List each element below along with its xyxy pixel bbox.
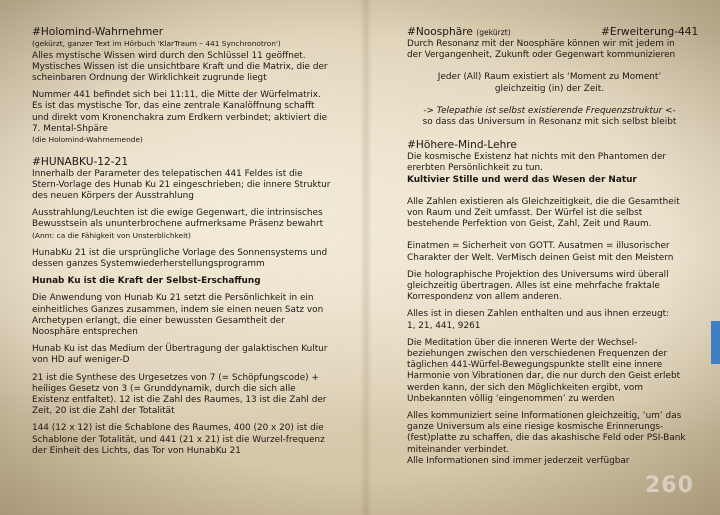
title-text: #Noosphäre: [407, 26, 473, 38]
paragraph: Alles mystische Wissen wird durch den Schlüssel 11 geöffnet. Mystisches Wissen ist die unsichtbare Kraft und die Matrix, die der scheinbaren Ordnung der Wirklichkeit zugrunde liegt: [32, 50, 328, 83]
right-column: [407, 26, 692, 467]
paragraph: Die holographische Projektion des Universums wird überall gleichzeitig übertragen. Alles ist eine mehrfache fraktale Korrespondenz von allem anderen.: [407, 269, 669, 303]
annotation: (Anm: ca die Fähigkeit von Unsterblichkeit): [32, 230, 191, 240]
section-title-hoehere-mind: #Höhere-Mind-Lehre: [407, 139, 517, 152]
section-title-hunabku: #HUNABKU-12-21: [32, 155, 129, 168]
quote-line-2: so dass das Universum in Resonanz mit sich selbst bleibt: [422, 117, 677, 128]
left-column: [32, 26, 332, 457]
paragraph: Die Anwendung von Hunab Ku 21 setzt die Persönlichkeit in ein einheitliches Ganzes zusammen, indem sie einen neuen Satz von Archetypen erlangt, die einer bewussten Gesamtheit der Noosphäre entsprechen: [32, 293, 324, 338]
page-number: 260: [645, 473, 694, 498]
number-sequence: 1, 21, 441, 9261: [407, 320, 481, 331]
paragraph: HunabKu 21 ist die ursprüngliche Vorlage des Sonnensystems und dessen ganzes Systemwiederherstellungsprogramm: [32, 247, 328, 270]
paragraph: Durch Resonanz mit der Noosphäre können wir mit jedem in der Vergangenheit, Zukunft oder Gegenwart kommunizieren: [407, 39, 676, 61]
paragraph: Die Meditation über die inneren Werte der Wechsel-beziehungen zwischen den verschiedenen Frequenzen der täglichen 441-Würfel-Bewegungspunkte stellt eine innere Harmonie von Vibrationen dar, die nur durch den Geist erlebt werden kann, der sich den Möglichkeiten ergibt, vom Unbekannten völlig ‘eingenommen’ zu werden: [407, 337, 681, 404]
quote-line: -> Telepathie ist selbst existierende Frequenzstruktur <-: [423, 105, 676, 116]
paragraph: Einatmen = Sicherheit von GOTT. Ausatmen = illusorischer Charakter der Welt. VerMisch deinen Geist mit den Meistern: [407, 241, 674, 263]
paragraph: Alles kommuniziert seine Informationen gleichzeitig, ‘um’ das ganze Universum als eine riesige kosmische Erinnerungs-(fest)platte zu schaffen, die das akashische Feld oder PSI-Bank miteinander verbindet.: [407, 411, 686, 455]
paragraph: Alle Informationen sind immer jederzeit verfügbar: [407, 455, 630, 466]
paragraph: Hunab Ku ist das Medium der Übertragung der galaktischen Kultur von HD auf weniger-D: [32, 344, 328, 366]
paragraph: Innerhalb der Parameter des telepatischen 441 Feldes ist die Stern-Vorlage des Hunab Ku 21 eingeschrieben; die innere Struktur des neuen Körpers der Ausstrahlung: [32, 168, 331, 202]
paragraph: Die kosmische Existenz hat nichts mit den Phantomen der ererbten Persönlichkeit zu tun.: [407, 152, 667, 174]
paragraph-text: Ausstrahlung/Leuchten ist die ewige Gegenwart, die intrinsisches Bewusstsein als ununterbrochene aufmerksame Präsenz bewahrt: [32, 208, 324, 230]
section-title-noosphaere: [407, 26, 692, 39]
paragraph: 21 ist die Synthese des Urgesetzes von 7 (= Schöpfungscode) + heiliges Gesetz von 3 (= Grunddynamik, durch die sich alle Existenz entfaltet). 12 ist die Zahl des Raumes, 13 ist die Zahl der Zeit, 20 ist die Zahl der Totalität: [32, 372, 327, 417]
page-fold: [360, 0, 372, 515]
section-title-holomind: #Holomind-Wahrnehmer: [32, 26, 164, 38]
side-tab[interactable]: [711, 321, 720, 364]
paragraph: 144 (12 x 12) ist die Schablone des Raumes, 400 (20 x 20) ist die Schablone der Totalität, und 441 (21 x 21) ist die Wurzel-frequenz der Einheit des Lichts, das Tor von HunabKu 21: [32, 423, 325, 456]
page-tag: #Erweiterung-441: [601, 26, 699, 38]
title-note: (gekürzt): [476, 28, 511, 37]
paragraph: Alle Zahlen existieren als Gleichzeitigkeit, die die Gesamtheit von Raum und Zeit umfasst. Der Würfel ist die selbst bestehende Perfektion von Geist, Zahl, Zeit und Raum.: [407, 196, 680, 230]
centered-paragraph: Jeder (All) Raum existiert als ‘Moment zu Moment’ gleichzeitig (in) der Zeit.: [437, 72, 662, 94]
section-note-holomind: (gekürzt, ganzer Text im Hörbuch 'KlarTraum – 441 Synchronotron'): [32, 39, 281, 48]
source-note: (die Holomind-Wahrnemende): [32, 135, 143, 145]
bold-statement: Kultivier Stille und werd das Wesen der Natur: [407, 174, 637, 185]
paragraph: Nummer 441 befindet sich bei 11:11, die Mitte der Würfelmatrix. Es ist das mystische Tor, das eine zentrale Kanalöffnung schafft und direkt vom Kronenchakra zum Erdkern verbindet; aktiviert die 7. Mental-Shpäre: [32, 90, 328, 134]
paragraph: Alles ist in diesen Zahlen enthalten und aus ihnen erzeugt:: [407, 309, 670, 320]
paragraph: [32, 208, 332, 242]
bold-statement: Hunab Ku ist die Kraft der Selbst-Erschaffung: [32, 276, 261, 287]
